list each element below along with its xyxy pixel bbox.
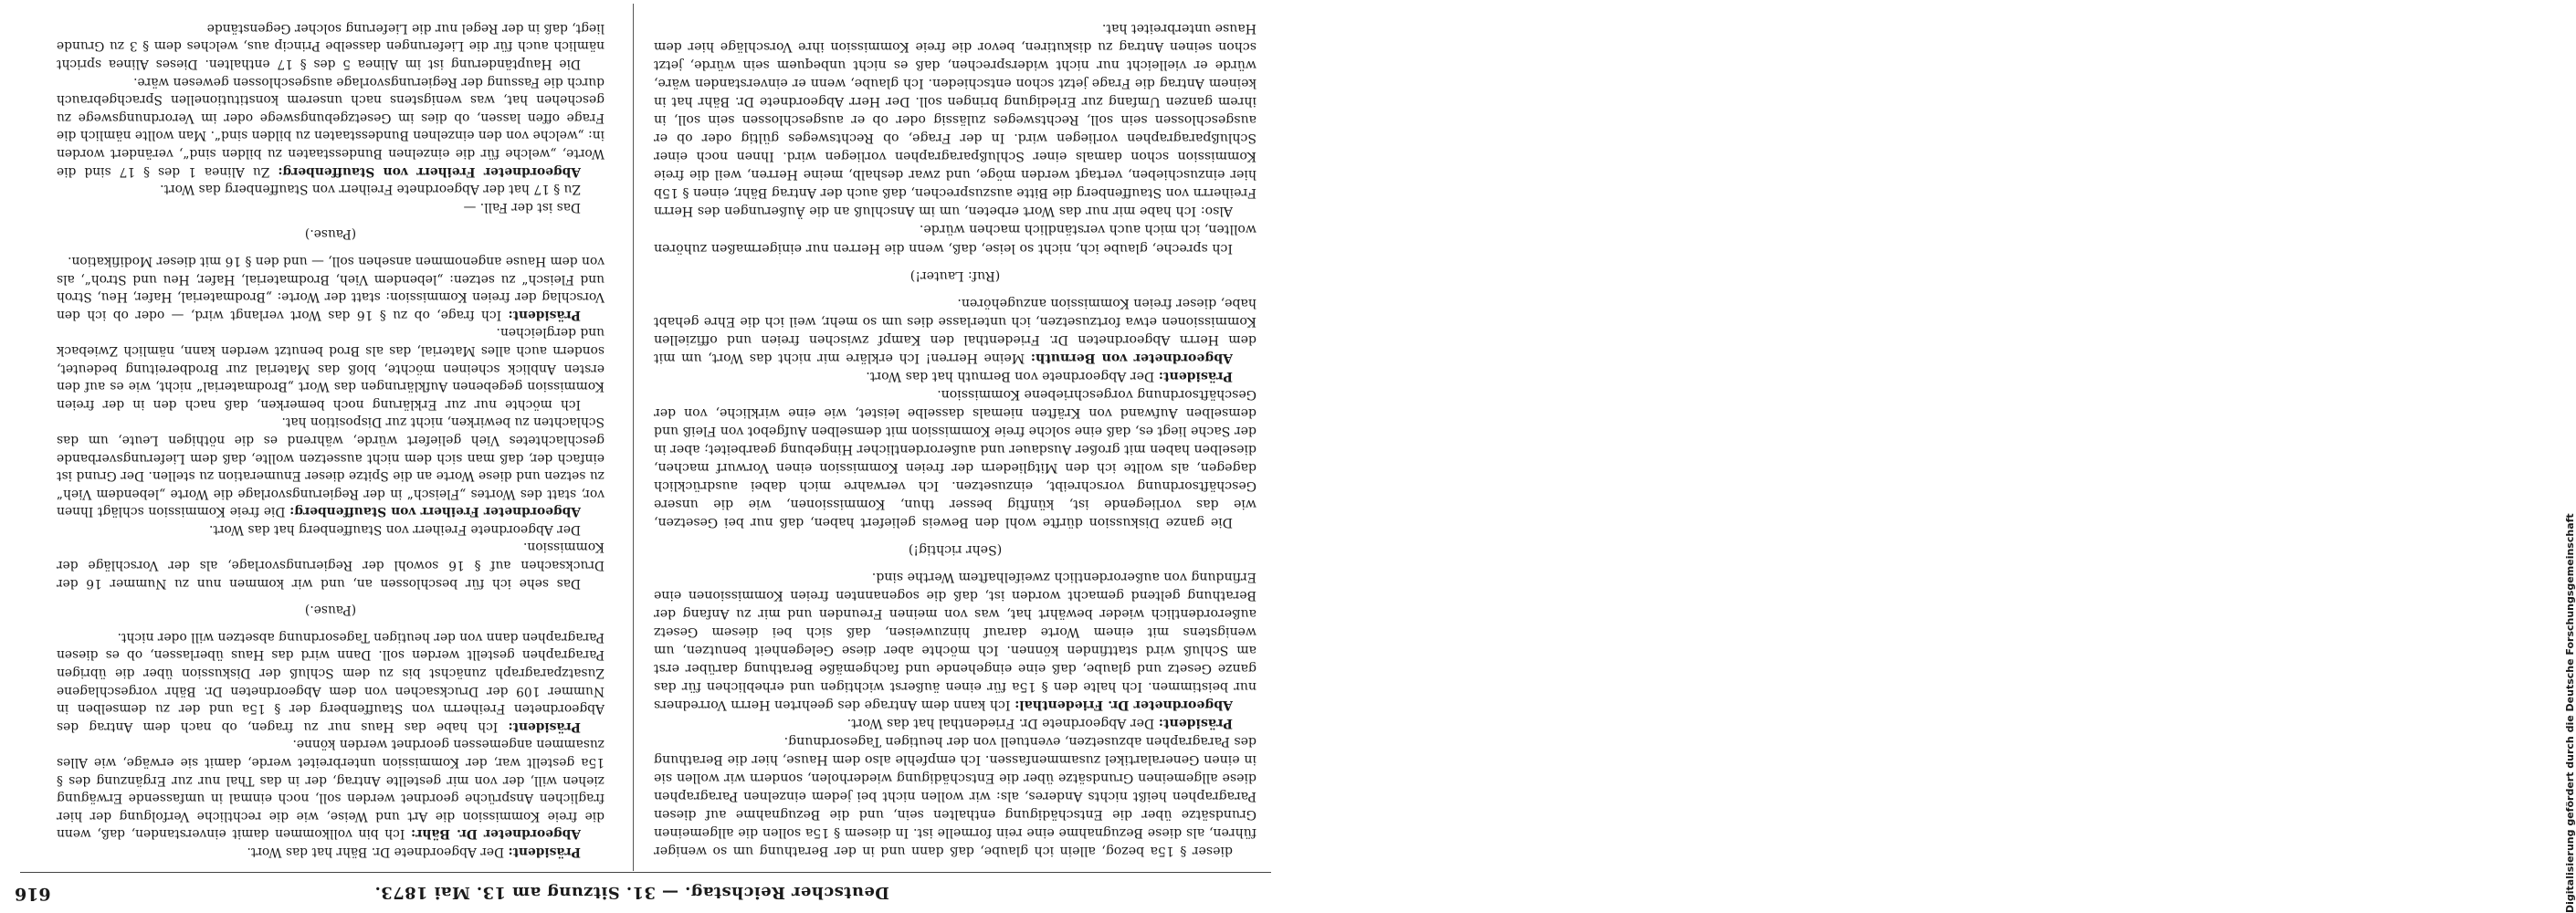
speaker-name: Abgeordneter von Bernuth: (1030, 350, 1233, 365)
paragraph: Zu § 17 hat der Abgeordnete Freiherr von Stauffenberg das Wort. (160, 182, 581, 197)
speech-text: Der Abgeordnete Dr. Friedenthal hat das Wort. (846, 715, 1159, 730)
paragraph: Die Hauptänderung ist im Alinea 5 des § 17 enthalten. Dieses Alinea spricht nämlich auch für die Lieferungen dasselbe Princip aus, welches dem § 3 zu Grunde liegt, daß in der Regel nur die Lieferung solcher Gegenstände (57, 20, 605, 72)
header-rule (20, 872, 1271, 873)
page-header (0, 871, 1308, 913)
speaker-name: Präsident: (508, 719, 581, 734)
speaker-name: Abgeordneter Dr. Bähr: (411, 826, 581, 842)
paragraph: Das ist der Fall. — (463, 199, 581, 215)
speech-paragraph (57, 251, 605, 322)
speech-text: Ich kann dem Antrage des geehrten Herrn Vorredners nur beistimmen. Ich halte den § 15a für einen äußerst wichtigen und erheblichen für das ganze Gesetz und glaube, daß eine eingehende und fachgemäße Berathung darüber erst am Schluß wird stattfinden können. Ich möchte aber diese Gelegenheit benutzen, um wenigstens mit einem Worte darauf hinzuweisen, daß sich bei diesem Gesetz außerordentlich wieder bewährt hat, was von meinen Freunden und mir zu Anfang der Berathung geltend gemacht worden ist, daß die sogenannten freien Kommissionen eine Erfindung von außerordentlich zweifelhaftem Werthe sind. (653, 569, 1256, 712)
speech-paragraph (654, 568, 1256, 714)
paragraph: Das sehe ich für beschlossen an, und wir kommen nun zu Nummer 16 der Drucksachen auf § 16 sowohl der Regierungsvorlage, als der Vorschläge der Kommission. (57, 540, 605, 591)
speech-paragraph (57, 842, 605, 860)
digitization-sidebar (1282, 9, 2576, 913)
speech-paragraph (654, 294, 1256, 367)
digitization-text: Digitalisierung gefördert durch die Deutsche Forschungsgemeinschaft (2564, 513, 2576, 913)
speech-text: Ich bin vollkommen damit einverstanden, daß, wenn die freie Kommission die Art und Weise, wie die rechtliche Verfolgung der hier fraglichen Ansprüche geordnet werden soll, noch einmal in umfassende Erwägung ziehen will, der von mir gestellte Antrag, der in das Thal nur zur Ergänzung des § 15a gestellt war, der Kommission unterbreitet werde, damit sie erwäge, wie Alles zusammen angemessen geordnet werden könne. (57, 737, 605, 842)
stage-direction: (Ruf: Lauter!) (909, 268, 1001, 283)
speech-text: Der Abgeordnete von Bernuth hat das Wort. (866, 368, 1159, 383)
speech-paragraph (57, 72, 605, 180)
right-column (57, 18, 605, 860)
speech-text: Ich habe das Haus nur zu fragen, ob nach dem Antrag des Abgeordneten Freiherrn von Stauffenberg der § 15a und der zu demselben in Nummer 109 der Drucksachen von dem Abgeordneten Dr. Bähr vorgeschlagene Zusatzparagraph zunächst bis zu dem Schluß der Diskussion über die übrigen Paragraphen gestellt werden soll. Dann wird das Haus überlassen, ob es diesen Paragraphen dann von der heutigen Tagesordnung absetzen will oder nicht. (57, 629, 605, 734)
left-column (654, 19, 1256, 860)
speech-paragraph (57, 735, 605, 843)
stage-direction: (Pause.) (304, 226, 357, 242)
speaker-name: Präsident: (1158, 715, 1233, 730)
speaker-name: Präsident: (508, 307, 581, 322)
column-divider (633, 4, 634, 871)
speaker-name: Abgeordneter Freiherr von Stauffenberg: (289, 504, 581, 519)
speech-text: Ich frage, ob zu § 16 das Wort verlangt wird, — oder ob ich den Vorschlag der freien Kommission: statt der Worte: „Brodmaterial, Hafer, Heu, Stroh und Fleisch“ zu setzen: „lebendem Vieh, Brodmaterial, Hafer, Heu und Stroh“, als von dem Hause angenommen ansehen soll, — und den § 16 mit dieser Modifikation. (57, 254, 605, 322)
speech-paragraph (57, 413, 605, 520)
speech-paragraph (654, 714, 1256, 732)
speech-text: Meine Herren! Ich erkläre mir nicht das Wort, um mit dem Herrn Abgeordneten Dr. Friedenthal den Kampf zwischen freien und offiziellen Kommissionen etwa fortzusetzen, ich unterlasse dies um so mehr, weil ich die Ehre gehabt habe, dieser freien Kommission anzugehören. (654, 295, 1256, 365)
stage-direction: (Pause.) (304, 603, 357, 618)
paragraph: Der Abgeordnete Freiherr von Stauffenberg hat das Wort. (208, 521, 581, 537)
speaker-name: Abgeordneter Freiherr von Stauffenberg: (278, 163, 581, 179)
page-number: 616 (15, 884, 51, 904)
paragraph: dieser § 15a bezog, allein ich glaube, daß dann und in der Berathung um so weniger führen, als diese Bezugnahme eine rein formelle ist. In diesem § 15a sollen die allgemeinen Grundsätze über die Entschädigung enthalten sein, und die Bezugnahme auf diesen Paragraphen heißt nichts Anderes, als: wir wollen nicht bei jedem einzelnen Paragraphen diese allgemeinen Grundsätze über die Entschädigung wiederholen, sondern wir wollen sie in einen Generalartikel zusammenfassen. Ich empfehle also dem Hause, hier die Berathung des Paragraphen abzusetzen, eventuell von der heutigen Tagesordnung. (654, 733, 1256, 858)
speaker-name: Präsident: (1158, 368, 1233, 383)
speaker-name: Präsident: (508, 845, 581, 859)
paragraph: Ich spreche, glaube ich, nicht so leise, daß, wenn die Herren nur einigermaßen zuhören wollten, ich mich auch verständlich machen würde. (654, 222, 1256, 256)
speech-text: Zu Alinea 1 des § 17 sind die Worte, „welche für die einzelnen Bundesstaaten zu bilden sind“, verändert worden in: „welche von den einzelnen Bundesstaaten zu bilden sind“. Man wollte nämlich die Frage offen lassen, ob dies im Gesetzgebungswege oder im Verordnungswege zu geschehen hat, was wenigstens nach unserem konstitutionellen Sprachgebrauch durch die Fassung der Regierungsvorlage ausgeschlossen gewesen wäre. (57, 74, 605, 179)
stage-direction: (Sehr richtig!) (908, 541, 1003, 557)
speech-paragraph (654, 367, 1256, 385)
running-head: Deutscher Reichstag. — 31. Sitzung am 13. Mai 1873. (374, 883, 889, 902)
digitization-note (2564, 18, 2576, 913)
speech-paragraph (57, 627, 605, 735)
speech-text: Die freie Kommission schlägt Ihnen vor, statt des Wortes „Fleisch“ in der Regierungsvorlage die Worte „lebendem Vieh“ zu setzen und diese Worte an die Spitze dieser Enumeration zu stellen. Der Grund ist einfach der, daß man sich dem nicht aussetzen wollte, daß dem Lieferungsverbande geschlachtetes Vieh geliefert würde, während es die nöthigen Leute, um das Schlachten zu bewirken, nicht zur Disposition hat. (57, 415, 605, 519)
paragraph: Also: Ich habe mir nur das Wort erbeten, um im Anschluß an die Äußerungen des Herrn Freiherrn von Stauffenberg die Bitte auszusprechen, daß auch der Antrag Bähr, einen § 15b hier einzuschieben, vertagt werden möge, und zwar deshalb, meine Herren, weil die freie Kommission schon damals einer Schlußparagraphen vorliegen wird. Ihnen noch einer Schlußparagraphen vorliegen wird. In der Frage, ob Rechtsweges gültig oder ob er ausgeschlossen sein soll, Rechtsweges zulässig oder ob er ausgeschlossen sein soll, in ihrem ganzen Umfang zur Erledigung bringen soll. Der Herr Abgeordnete Dr. Bähr hat in keinem Antrag die Frage jetzt schon entschieden. Ich glaube, wenn er einverstanden wäre, würde er vielleicht nur nicht widersprechen, daß es nicht unbequem sein würde, jetzt schon seinen Antrag zu diskutiren, bevor die freie Kommission ihre Vorschläge hier dem Hause unterbreitet hat. (654, 21, 1256, 219)
speaker-name: Abgeordneter Dr. Friedenthal: (1015, 697, 1233, 712)
paragraph: Ich möchte nur zur Erklärung noch bemerken, daß nach den in der freien Kommission gegebenen Aufklärungen das Wort „Brodmaterial“ nicht, wie es auf den ersten Anblick scheinen möchte, bloß das Material zur Brodbereitung bedeutet, sondern auch alles Material, das als Brod benutzt werden kann, nämlich Zwieback und dergleichen. (57, 325, 605, 412)
speech-text: Der Abgeordnete Dr. Bähr hat das Wort. (247, 845, 509, 859)
paragraph: Die ganze Diskussion dürfte wohl den Beweis geliefert haben, daß nur bei Gesetzen, wie das vorliegende ist, künftig besser thun, Kommissionen, wie die unsere Geschäftsordnung vorschreibt, einzusetzen. Ich verwahre mich dabei ausdrücklich dagegen, als wollte ich den Mitgliedern der freien Kommission einen Vorwurf machen, dieselben haben mit großer Ausdauer und außerordentlicher Hingebung gearbeitet; aber in der Sache liegt es, daß eine solche freie Kommission mit demselben Aufgebot von Fleiß und demselben Aufwand von Kräften niemals dasselbe leistet, wie eine wirkliche, von der Geschäftsordnung vorgeschriebene Kommission. (654, 386, 1256, 530)
